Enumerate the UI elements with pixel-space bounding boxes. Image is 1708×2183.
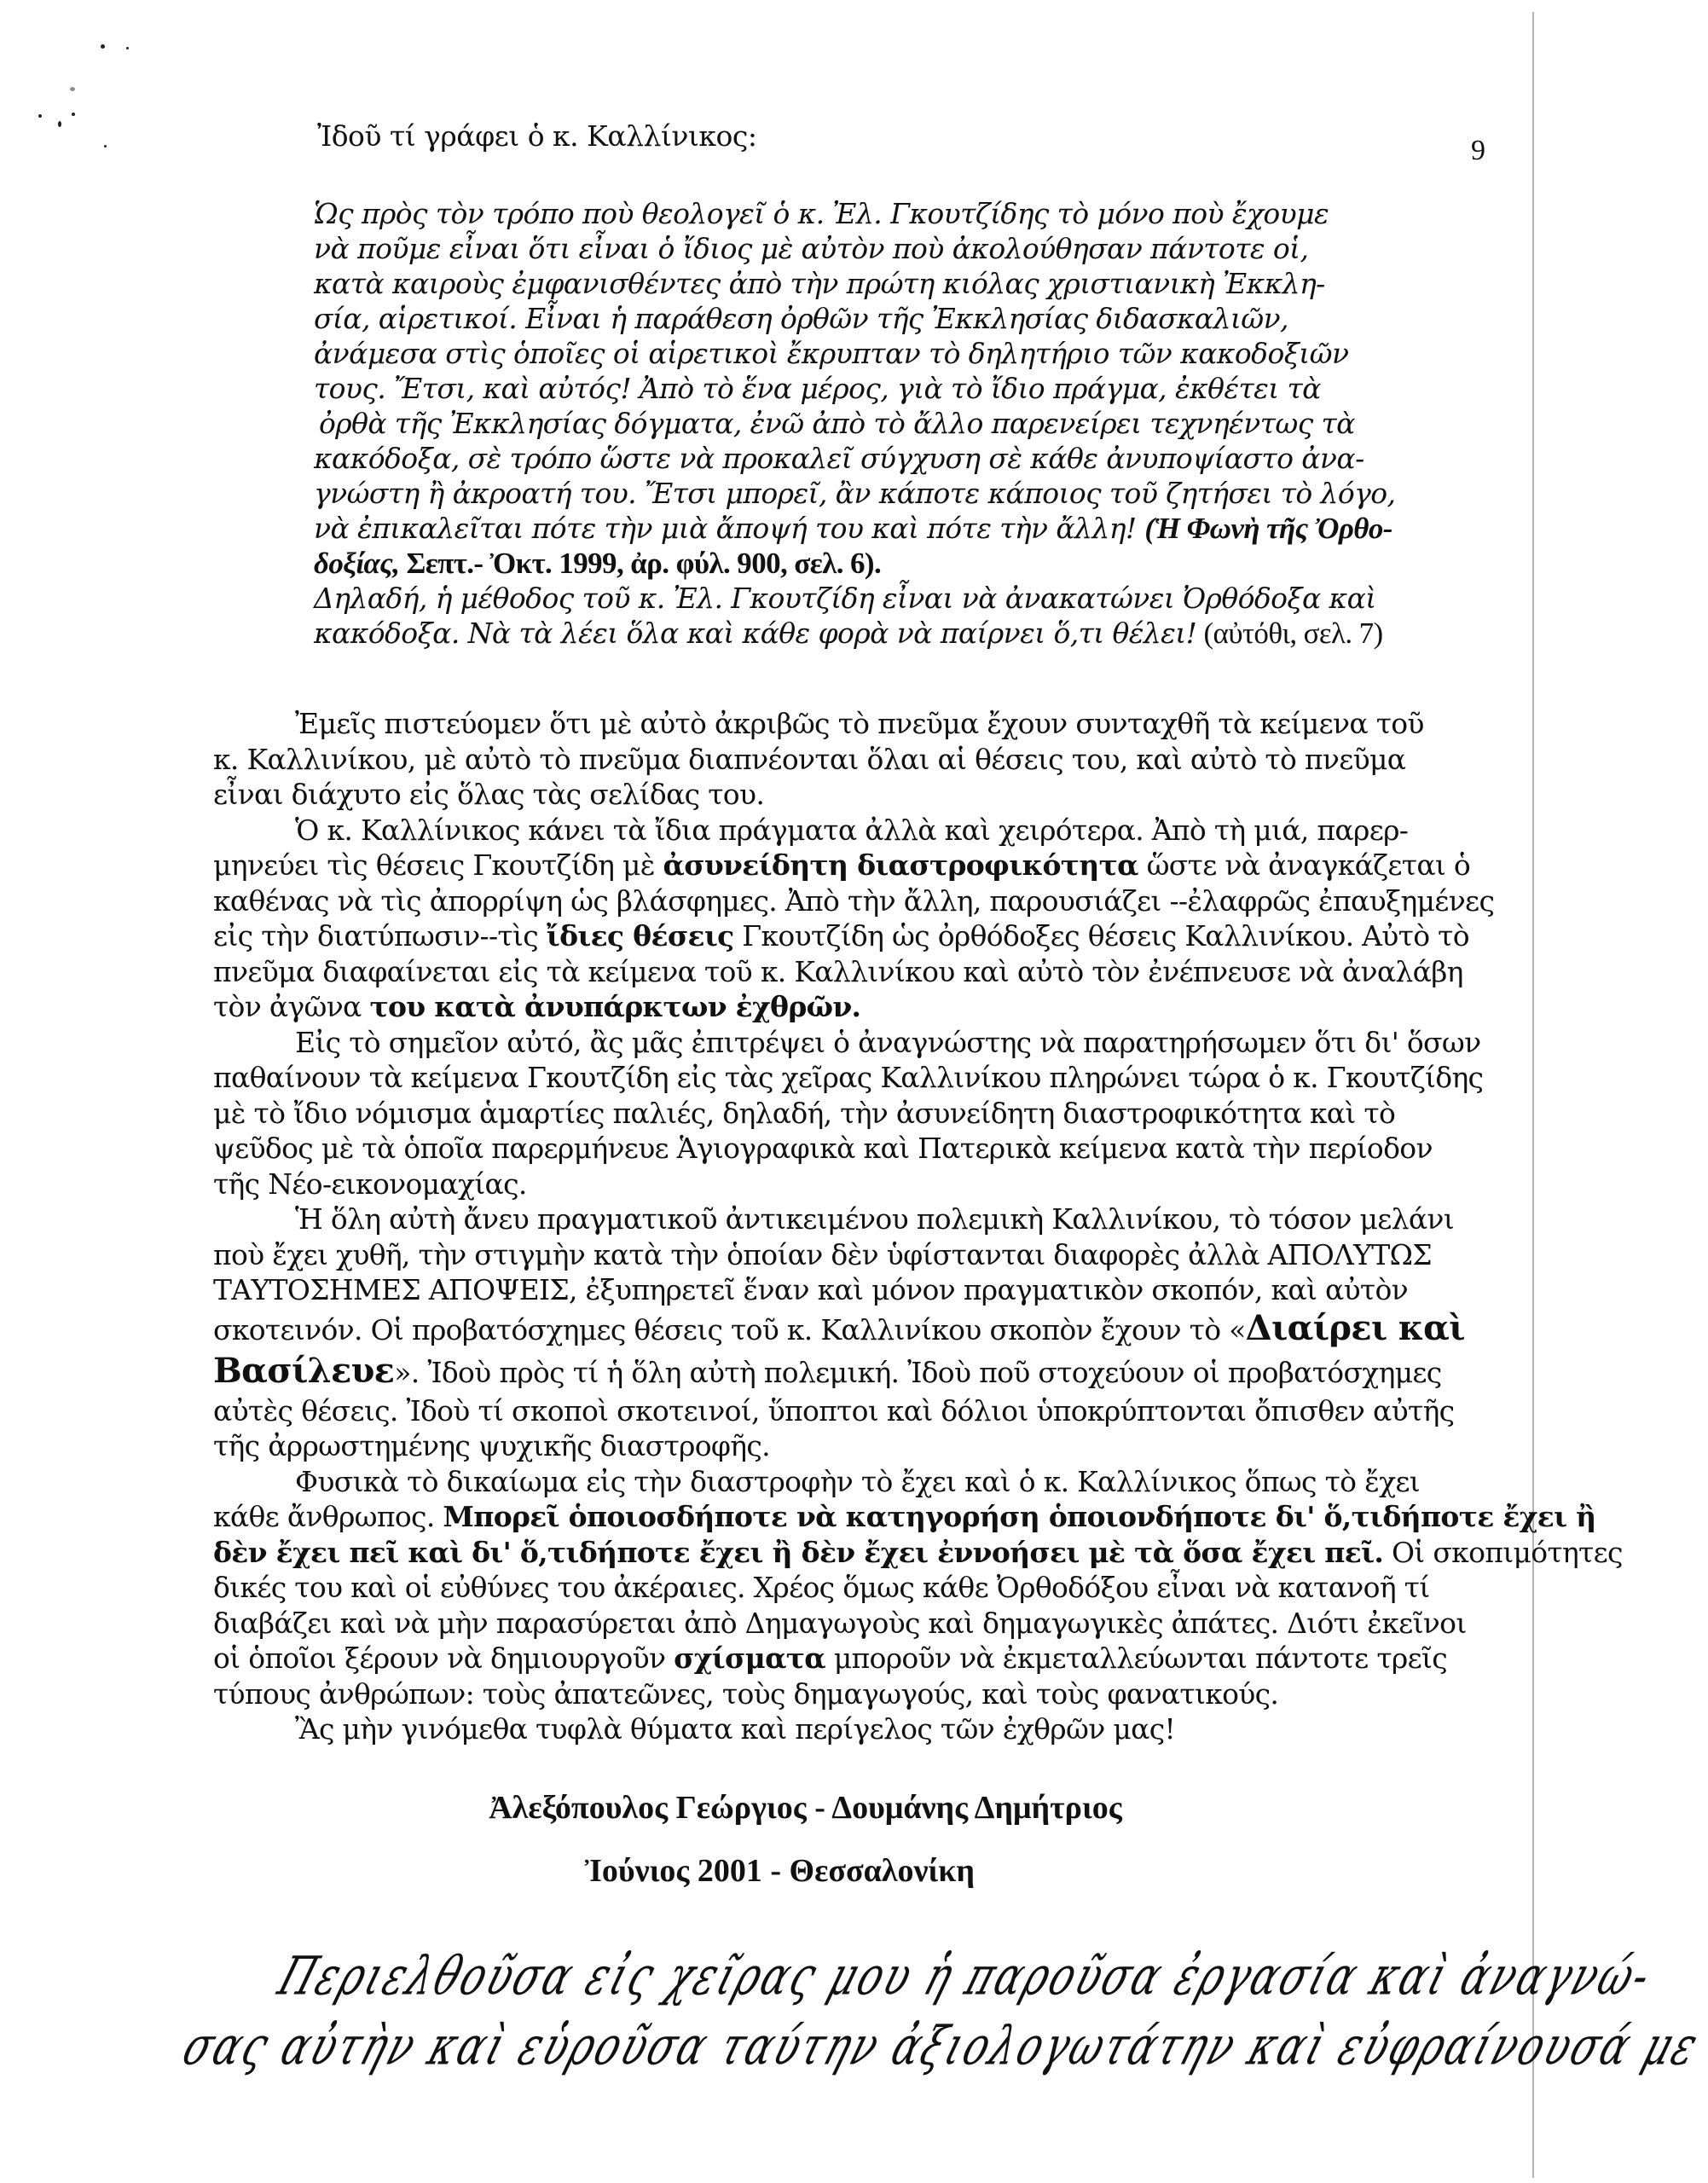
- slogan-text: Διαίρει καὶ: [1245, 1307, 1465, 1348]
- quote-line: κατὰ καιροὺς ἐμφανισθέντες ἀπὸ τὴν πρώτη κιόλας χριστιανικὴ Ἐκκλη-: [314, 267, 1325, 300]
- text-run: ὥστε νὰ ἀναγκάζεται ὁ: [1138, 848, 1471, 882]
- text-run: ». Ἰδοὺ πρὸς τί ἡ ὅλη αὐτὴ πολεμική. Ἰδοὺ ποῦ στοχεύουν οἱ προβατόσχημες: [394, 1355, 1442, 1389]
- quote-line: [314, 511, 1448, 546]
- paragraph-line: τύπους ἀνθρώπων: τοὺς ἀπατεῶνες, τοὺς δημαγωγούς, καὶ τοὺς φανατικούς.: [213, 1676, 1279, 1711]
- scan-speck: [104, 145, 107, 148]
- quote-line: [314, 546, 1448, 581]
- paragraph-line: παθαίνουν τὰ κείμενα Γκουτζίδη εἰς τὰς χεῖρας Καλλινίκου πληρώνει τώρα ὁ κ. Γκουτζίδης: [213, 1061, 1484, 1094]
- paragraph-line: εἶναι διάχυτο εἰς ὅλας τὰς σελίδας του.: [213, 778, 765, 811]
- text-run: τὸν ἀγῶνα: [213, 990, 370, 1023]
- quote-text: νὰ ἐπικαλεῖται πότε τὴν μιὰ ἄποψή του καὶ πότε τὴν ἄλλη!: [314, 512, 1137, 545]
- scan-speck: [101, 44, 105, 49]
- paragraph-line: μὲ τὸ ἴδιο νόμισμα ἁμαρτίες παλιές, δηλαδή, τὴν ἀσυνείδητη διαστροφικότητα καὶ τὸ: [213, 1096, 1396, 1130]
- quote-line: [314, 616, 1448, 651]
- paragraph-line: [213, 1641, 1458, 1676]
- quoted-passage: [314, 196, 1448, 651]
- scan-speck: [70, 87, 75, 91]
- text-run: κάθε ἄνθρωπος.: [213, 1500, 443, 1533]
- paragraph-line: καθένας νὰ τὶς ἀπορρίψη ὡς βλάσφημες. Ἀπὸ τὴν ἄλλη, παρουσιάζει --ἐλαφρῶς ἐπαυξημένες: [213, 883, 1495, 918]
- text-run: Οἱ σκοπιμότητες: [1383, 1535, 1623, 1569]
- quote-line: Δηλαδή, ἡ μέθοδος τοῦ κ. Ἐλ. Γκουτζίδη εἶναι νὰ ἀνακατώνει Ὀρθόδοξα καὶ: [314, 582, 1376, 615]
- paragraph-line: ποὺ ἔχει χυθῆ, τὴν στιγμὴν κατὰ τὴν ὁποίαν δὲν ὑφίστανται διαφορὲς ἀλλὰ ΑΠΟΛΥΤΩΣ: [213, 1237, 1432, 1271]
- emphasis-text: δὲν ἔχει πεῖ καὶ δι' ὅ,τιδήποτε ἔχει ἢ δὲν ἔχει ἐννοήσει μὲ τὰ ὅσα ἔχει πεῖ.: [213, 1535, 1384, 1569]
- paragraph-line: αὐτὲς θέσεις. Ἰδοὺ τί σκοποὶ σκοτεινοί, ὕποπτοι καὶ δόλιοι ὑποκρύπτονται ὄπισθεν αὐτῆς: [213, 1393, 1455, 1427]
- text-run: εἰς τὴν διατύπωσιν--τὶς: [213, 919, 547, 953]
- quote-line: κακόδοξα, σὲ τρόπο ὥστε νὰ προκαλεῖ σύγχυση σὲ κάθε ἀνυποψίαστο ἀνα-: [314, 442, 1364, 475]
- paragraph-line: ΤΑΥΤΟΣΗΜΕΣ ΑΠΟΨΕΙΣ, ἐξυπηρετεῖ ἕναν καὶ μόνον πραγματικὸν σκοπόν, καὶ αὐτὸν: [213, 1273, 1409, 1306]
- text-run: μηνεύει τὶς θέσεις Γκουτζίδη μὲ: [213, 848, 663, 882]
- citation-details: (αὐτόθι, σελ. 7): [1196, 617, 1383, 650]
- scan-speck: [38, 114, 42, 118]
- emphasis-text: σχίσματα: [674, 1642, 825, 1675]
- paragraph-line: Ὁ κ. Καλλίνικος κάνει τὰ ἴδια πράγματα ἀλλὰ καὶ χειρότερα. Ἀπὸ τὴ μιά, παρερ-: [295, 813, 1409, 847]
- scan-speck: [126, 47, 129, 49]
- paragraph-line: ψεῦδος μὲ τὰ ὁποῖα παρερμήνευε Ἁγιογραφικὰ καὶ Πατερικὰ κείμενα κατὰ τὴν περίοδον: [213, 1132, 1433, 1165]
- paragraph-line: [213, 848, 1471, 883]
- slogan-text: Βασίλευε: [213, 1350, 395, 1391]
- quote-line: τους. Ἔτσι, καὶ αὐτός! Ἀπὸ τὸ ἕνα μέρος, γιὰ τὸ ἴδιο πράγμα, ἐκθέτει τὰ: [314, 372, 1321, 405]
- quote-line: γνώστη ἢ ἀκροατή του. Ἔτσι μπορεῖ, ἂν κάποτε κάποιος τοῦ ζητήσει τὸ λόγο,: [314, 477, 1396, 510]
- quote-line: νὰ ποῦμε εἶναι ὅτι εἶναι ὁ ἴδιος μὲ αὐτὸν ποὺ ἀκολούθησαν πάντοτε οἱ,: [314, 232, 1309, 265]
- paragraph-line: [213, 1499, 1596, 1535]
- closing-line: Ἂς μὴν γινόμεθα τυφλὰ θύματα καὶ περίγελος τῶν ἐχθρῶν μας!: [295, 1712, 1176, 1746]
- text-run: οἱ ὁποῖοι ξέρουν νὰ δημιουργοῦν: [213, 1642, 675, 1675]
- quote-line: Ὡς πρὸς τὸν τρόπο ποὺ θεολογεῖ ὁ κ. Ἐλ. Γκουτζίδης τὸ μόνο ποὺ ἔχουμε: [314, 197, 1329, 230]
- paragraph-line: τῆς ἀρρωστημένης ψυχικῆς διαστροφῆς.: [213, 1429, 770, 1462]
- emphasis-text: του κατὰ ἀνυπάρκτων ἐχθρῶν.: [369, 990, 861, 1023]
- page-number: 9: [1471, 135, 1485, 166]
- handwritten-note-line: σας αὐτὴν καὶ εὑροῦσα ταύτην ἀξιολογωτάτην καὶ εὐφραίνουσά με: [176, 2014, 1708, 2077]
- intro-line: Ἰδοῦ τί γράφει ὁ κ. Καλλίνικος:: [317, 119, 757, 153]
- authors-signature: Ἀλεξόπουλος Γεώργιος - Δουμάνης Δημήτριος: [489, 1790, 1122, 1826]
- emphasis-text: ἀσυνείδητη διαστροφικότητα: [663, 848, 1138, 882]
- paragraph-line: [213, 989, 1458, 1025]
- paragraph-line: διαβάζει καὶ νὰ μὴν παρασύρεται ἀπὸ Δημαγωγοὺς καὶ δημαγωγικὲς ἀπάτες. Διότι ἐκεῖνοι: [213, 1606, 1467, 1640]
- paragraph-line: τῆς Νέο-εικονομαχίας.: [213, 1167, 527, 1201]
- paragraph-line: κ. Καλλινίκου, μὲ αὐτὸ τὸ πνεῦμα διαπνέονται ὅλαι αἱ θέσεις του, καὶ αὐτὸ τὸ πνεῦμα: [213, 742, 1406, 776]
- paragraph-line: πνεῦμα διαφαίνεται εἰς τὰ κείμενα τοῦ κ. Καλλινίκου καὶ αὐτὸ τὸν ἐνέπνευσε νὰ ἀναλάβη: [213, 954, 1463, 988]
- text-run: Γκουτζίδη ὡς ὀρθόδοξες θέσεις Καλλινίκου. Αὐτὸ τὸ: [733, 919, 1469, 953]
- citation-title: δοξίας,: [314, 547, 400, 580]
- citation-details: Σεπτ.- Ὀκτ. 1999, ἀρ. φύλ. 900, σελ. 6).: [399, 547, 882, 580]
- emphasis-text: Μπορεῖ ὁποιοσδήποτε νὰ κατηγορήση ὁποιονδήποτε δι' ὅ,τιδήποτε ἔχει ἢ: [443, 1500, 1596, 1533]
- emphasis-text: ἴδιες θέσεις: [546, 919, 734, 953]
- quote-line: ὀρθὰ τῆς Ἐκκλησίας δόγματα, ἐνῶ ἀπὸ τὸ ἄλλο παρενείρει τεχνηέντως τὰ: [319, 407, 1355, 440]
- citation-title: (Ἡ Φωνὴ τῆς Ὀρθο-: [1144, 512, 1392, 545]
- scan-speck: [58, 121, 61, 127]
- text-run: μποροῦν νὰ ἐκμεταλλεύωνται πάντοτε τρεῖς: [825, 1642, 1448, 1675]
- paragraph-line: [213, 1307, 1465, 1351]
- handwritten-note-line: Περιελθοῦσα εἰς χεῖρας μου ἡ παροῦσα ἐργασία καὶ ἀναγνώ-: [271, 1944, 1661, 2007]
- text-run: σκοτεινόν. Οἱ προβατόσχημες θέσεις τοῦ κ. Καλλινίκου σκοπὸν ἔχουν τὸ «: [213, 1312, 1246, 1346]
- paragraph-line: Εἰς τὸ σημεῖον αὐτό, ἂς μᾶς ἐπιτρέψει ὁ ἀναγνώστης νὰ παρατηρήσωμεν ὅτι δι' ὅσων: [295, 1025, 1481, 1059]
- paragraph-line: [213, 1351, 1458, 1393]
- date-place: Ἰούνιος 2001 - Θεσσαλονίκη: [584, 1853, 975, 1889]
- quote-line: σία, αἱρετικοί. Εἶναι ἡ παράθεση ὀρθῶν τῆς Ἐκκλησίας διδασκαλιῶν,: [314, 302, 1288, 335]
- quote-text: κακόδοξα. Νὰ τὰ λέει ὅλα καὶ κάθε φορὰ νὰ παίρνει ὅ,τι θέλει!: [314, 617, 1197, 650]
- paragraph-line: δικές του καὶ οἱ εὐθύνες του ἀκέραιες. Χρέος ὅμως κάθε Ὀρθοδόξου εἶναι νὰ κατανοῆ τί: [213, 1571, 1430, 1604]
- scan-speck: [72, 113, 75, 116]
- paragraph-line: [213, 918, 1469, 954]
- paragraph-line: [213, 1535, 1623, 1571]
- paragraph-line: Ἐμεῖς πιστεύομεν ὅτι μὲ αὐτὸ ἀκριβῶς τὸ πνεῦμα ἔχουν συνταχθῆ τὰ κείμενα τοῦ: [295, 707, 1424, 740]
- paragraph-line: Ἡ ὅλη αὐτὴ ἄνευ πραγματικοῦ ἀντικειμένου πολεμικὴ Καλλινίκου, τὸ τόσον μελάνι: [295, 1202, 1455, 1236]
- paragraph-line: Φυσικὰ τὸ δικαίωμα εἰς τὴν διαστροφὴν τὸ ἔχει καὶ ὁ κ. Καλλίνικος ὅπως τὸ ἔχει: [295, 1464, 1421, 1498]
- quote-line: ἀνάμεσα στὶς ὁποῖες οἱ αἱρετικοὶ ἔκρυπταν τὸ δηλητήριο τῶν κακοδοξιῶν: [314, 337, 1349, 370]
- body-text: [213, 689, 1623, 1747]
